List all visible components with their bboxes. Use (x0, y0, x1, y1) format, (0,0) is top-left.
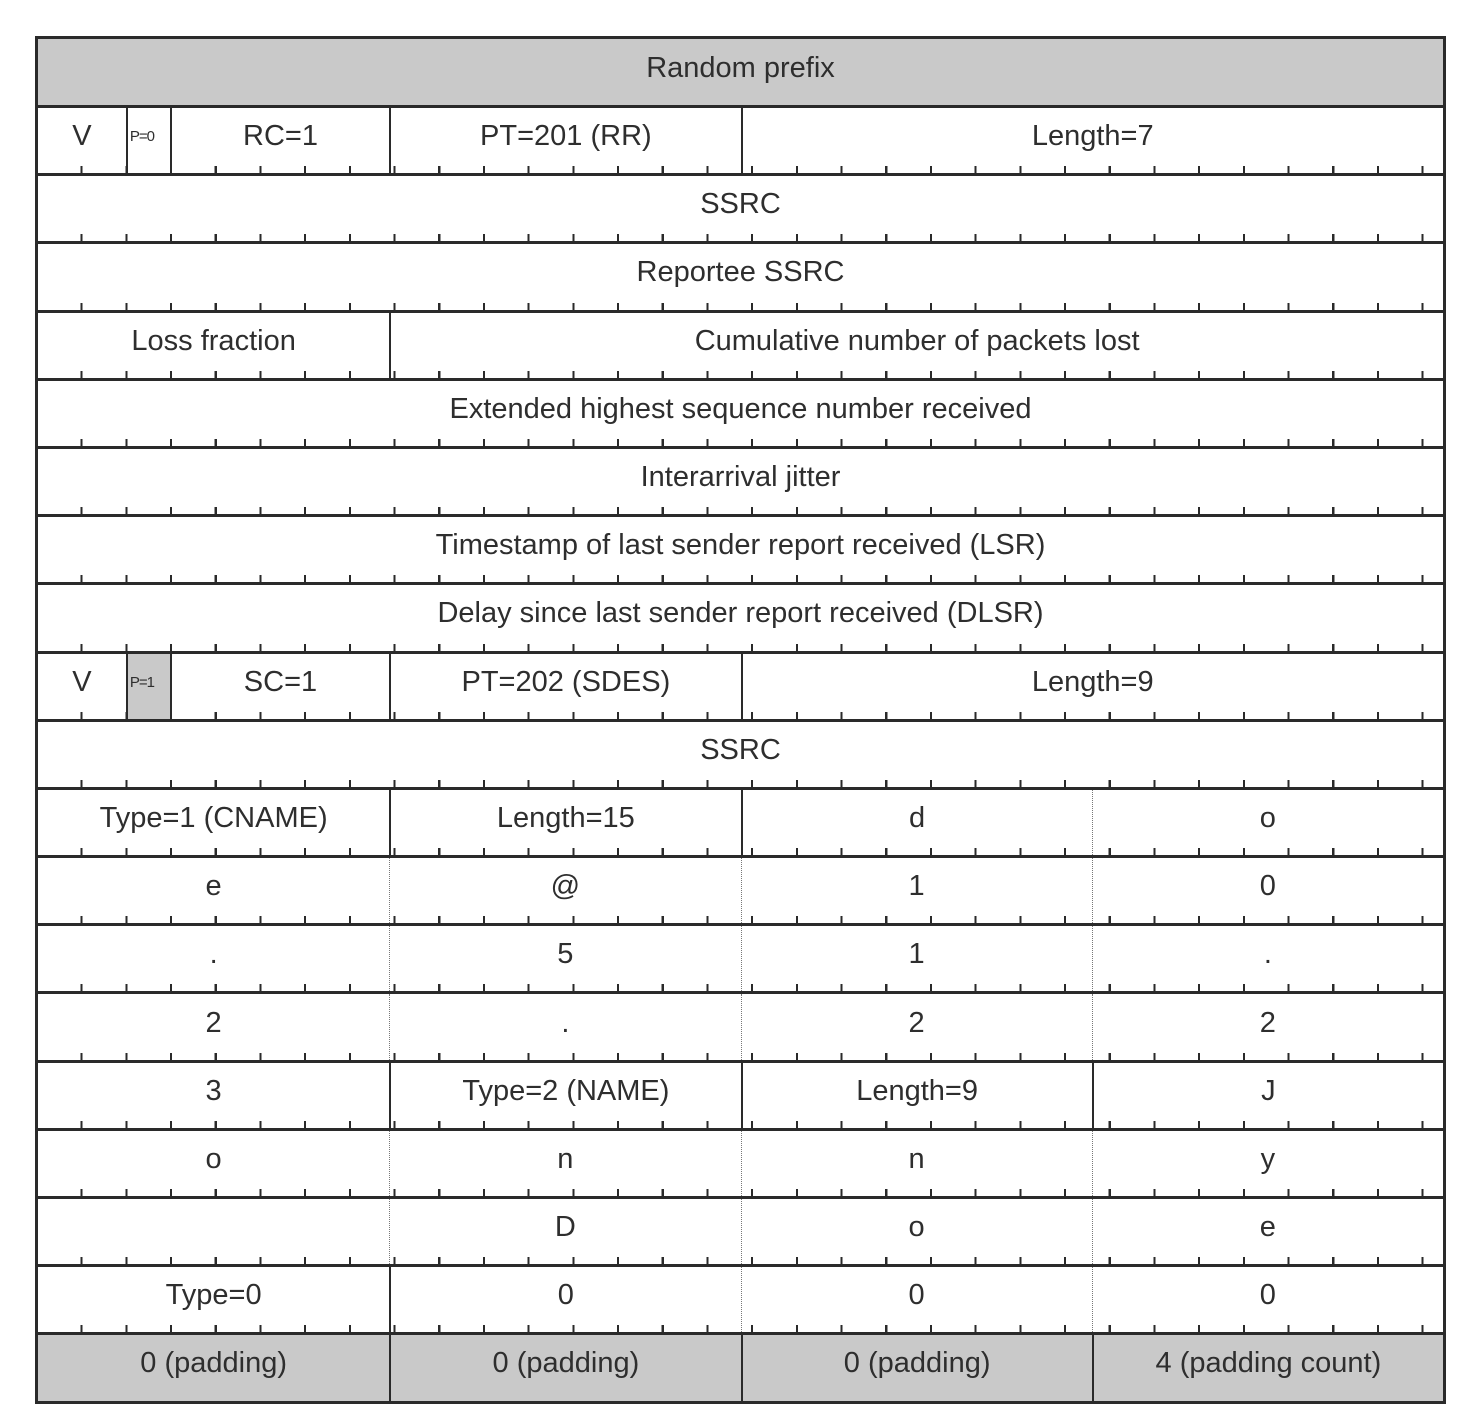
field-cell: PT=201 (RR) (389, 108, 740, 173)
field-cell: Type=0 (165, 1279, 262, 1312)
field-cell: @ (389, 858, 740, 923)
field-cell: 0 (1092, 858, 1443, 923)
field-cell: 1 (741, 926, 1092, 991)
field-cell: SSRC (700, 188, 781, 221)
packet-row (38, 651, 1443, 719)
field-cell: V (72, 120, 92, 153)
field-cell: Timestamp of last sender report received (LSR) (435, 529, 1046, 562)
field-cell: P=0 (126, 108, 170, 173)
field-cell: o (1092, 790, 1443, 855)
packet-row (38, 105, 1443, 173)
field-cell: SC=1 (170, 654, 390, 719)
field-cell: 0 (741, 1267, 1092, 1332)
field-cell: D (389, 1199, 740, 1264)
field-cell: 2 (1092, 994, 1443, 1059)
field-cell: 5 (389, 926, 740, 991)
packet-row (38, 446, 1443, 514)
packet-row (38, 173, 1443, 241)
field-cell: 2 (205, 1006, 222, 1039)
field-cell: Extended highest sequence number received (449, 392, 1032, 425)
field-cell: 2 (741, 994, 1092, 1059)
field-cell: e (1092, 1199, 1443, 1264)
field-cell: 0 (padding) (741, 1335, 1092, 1400)
field-cell: 0 (padding) (38, 1335, 389, 1400)
field-cell: Reportee SSRC (636, 256, 845, 289)
field-cell: V (72, 665, 92, 698)
field-cell: Interarrival jitter (640, 461, 841, 494)
packet-row (38, 1128, 1443, 1196)
packet-row (38, 378, 1443, 446)
field-cell: 0 (1092, 1267, 1443, 1332)
packet-row (38, 241, 1443, 309)
packet-row (38, 1332, 1443, 1400)
field-cell: Length=7 (741, 108, 1444, 173)
field-cell: Cumulative number of packets lost (389, 313, 1443, 378)
field-cell: o (205, 1142, 222, 1175)
field-cell: 0 (389, 1267, 740, 1332)
field-cell: 1 (741, 858, 1092, 923)
field-cell: SSRC (700, 733, 781, 766)
field-cell: 0 (padding) (389, 1335, 740, 1400)
field-cell: n (389, 1131, 740, 1196)
packet-row (38, 1264, 1443, 1332)
field-cell: Loss fraction (131, 324, 296, 357)
random-prefix-cell: Random prefix (38, 39, 1443, 105)
field-cell: Type=2 (NAME) (389, 1063, 740, 1128)
field-cell: e (205, 870, 222, 903)
packet-row (38, 991, 1443, 1059)
packet-row (38, 514, 1443, 582)
packet-row (38, 1196, 1443, 1264)
field-cell: 3 (205, 1074, 222, 1107)
packet-row (38, 310, 1443, 378)
packet-row (38, 582, 1443, 650)
packet-row (38, 787, 1443, 855)
random-prefix-row (38, 39, 1443, 105)
field-cell: n (741, 1131, 1092, 1196)
packet-row (38, 719, 1443, 787)
field-cell: . (209, 938, 218, 971)
field-cell: RC=1 (170, 108, 390, 173)
field-cell: Length=9 (741, 1063, 1092, 1128)
packet-row (38, 1060, 1443, 1128)
field-cell: y (1092, 1131, 1443, 1196)
field-cell: Length=9 (741, 654, 1444, 719)
field-cell: o (741, 1199, 1092, 1264)
field-cell: Delay since last sender report received (DLSR) (437, 597, 1044, 630)
packet-row (38, 855, 1443, 923)
field-cell: PT=202 (SDES) (389, 654, 740, 719)
field-cell: J (1092, 1063, 1443, 1128)
field-cell: . (1092, 926, 1443, 991)
field-cell: . (389, 994, 740, 1059)
field-cell (38, 1199, 389, 1264)
field-cell: 4 (padding count) (1092, 1335, 1443, 1400)
field-cell: P=1 (126, 654, 170, 719)
field-cell: Type=1 (CNAME) (99, 801, 328, 834)
rtcp-packet-diagram (35, 36, 1446, 1404)
field-cell: d (741, 790, 1092, 855)
packet-row (38, 923, 1443, 991)
field-cell: Length=15 (389, 790, 740, 855)
